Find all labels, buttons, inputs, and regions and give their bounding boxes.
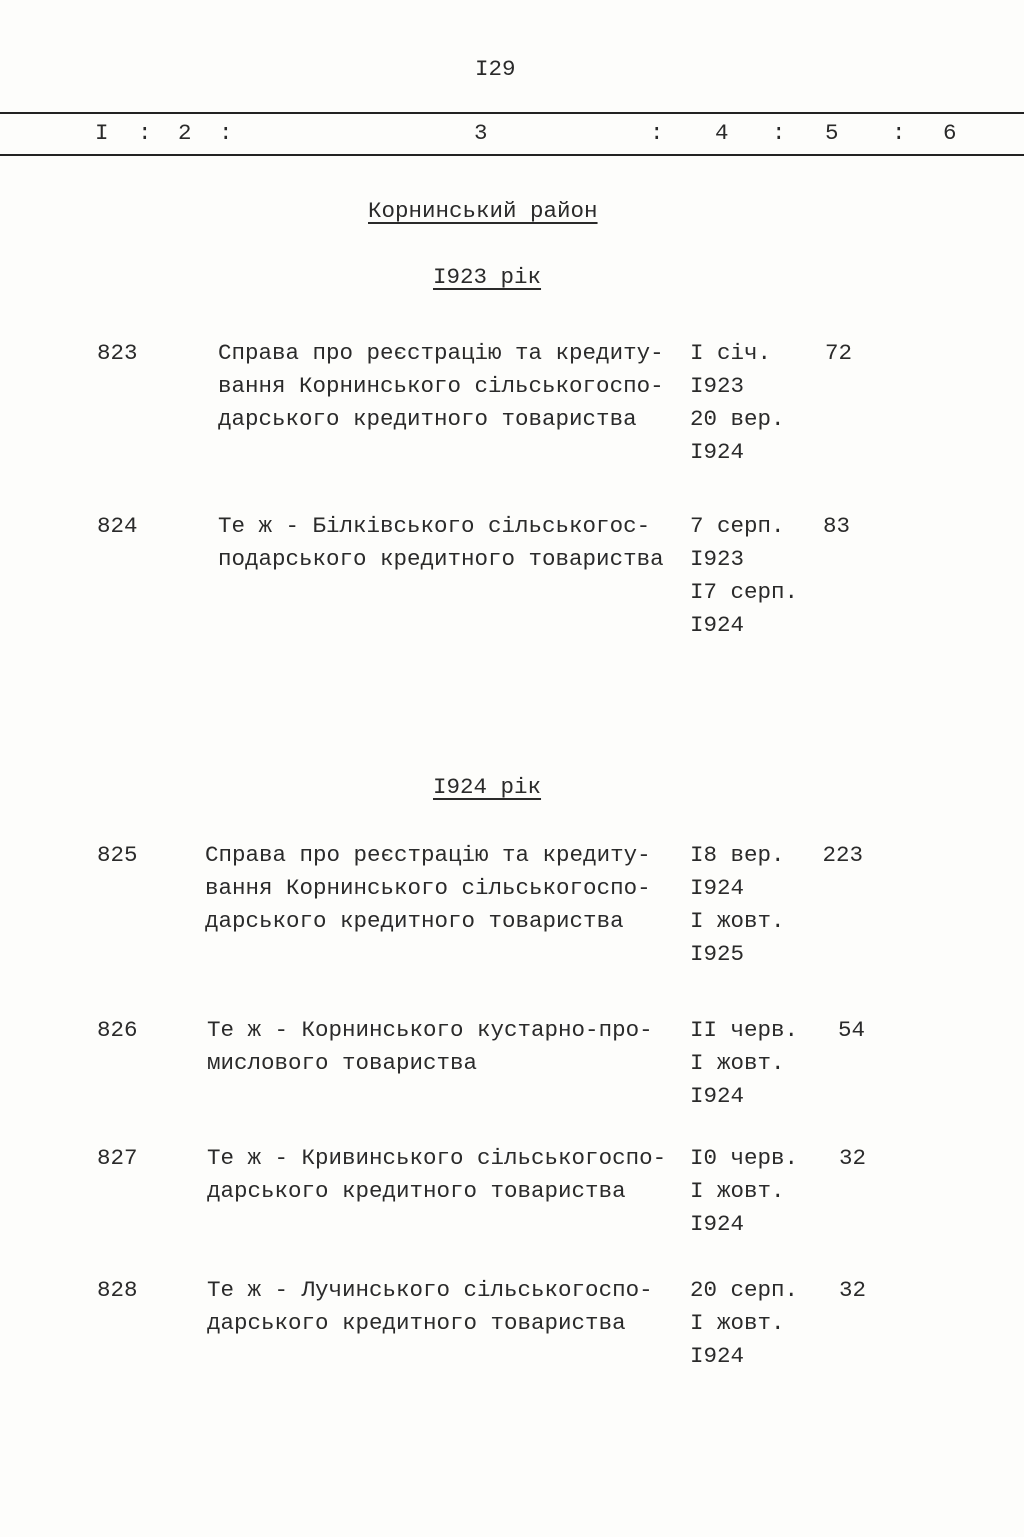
date-line: I924 [690, 439, 745, 465]
date-line: I жовт. [690, 1178, 785, 1204]
entry-number: 825 [97, 842, 138, 868]
description-line: Те ж - Лучинського сільськогоспо- [207, 1277, 653, 1303]
description-line: Те ж - Корнинського кустарно-про- [207, 1017, 653, 1043]
date-line: I923 [690, 546, 745, 572]
page-number: I29 [475, 56, 516, 82]
column-5: 5 [825, 120, 839, 146]
entry-description [207, 1274, 653, 1340]
sheet-count: 32 [838, 1277, 866, 1303]
description-line: дарського кредитного товариства [207, 1310, 626, 1336]
description-line: Справа про реєстрацію та кредиту- [205, 842, 651, 868]
date-line: II черв. [690, 1017, 799, 1043]
entry-description [207, 1014, 653, 1080]
column-sep: : [219, 120, 233, 146]
date-line: I7 серп. [690, 579, 799, 605]
entry-number: 823 [97, 340, 138, 366]
sheet-count: 32 [838, 1145, 866, 1171]
description-line: дарського кредитного товариства [207, 1178, 626, 1204]
date-line: I жовт. [690, 908, 785, 934]
entry-dates [690, 1142, 798, 1241]
description-line: Те ж - Білківського сільськогос- [218, 513, 651, 539]
sheet-count: 83 [822, 513, 850, 539]
sheet-count: 223 [822, 842, 863, 868]
date-line: I0 черв. [690, 1145, 799, 1171]
entry-number: 824 [97, 513, 138, 539]
date-line: 20 серп. [690, 1277, 799, 1303]
date-line: I924 [690, 1211, 745, 1237]
date-line: 20 вер. [690, 406, 785, 432]
entry-dates [690, 1014, 798, 1113]
district-heading: Корнинський район [368, 198, 598, 224]
column-3: 3 [474, 120, 488, 146]
header-bottom-rule [0, 154, 1024, 156]
entry-description [207, 1142, 666, 1208]
column-2: 2 [178, 120, 192, 146]
entry-dates [690, 1274, 798, 1373]
description-line: вання Корнинського сільськогоспо- [205, 875, 651, 901]
date-line: I924 [690, 1343, 745, 1369]
entry-dates [690, 337, 785, 469]
sheet-count: 54 [837, 1017, 865, 1043]
entry-dates [690, 510, 798, 642]
description-line: дарського кредитного товариства [205, 908, 624, 934]
date-line: I925 [690, 941, 745, 967]
entry-description [218, 337, 664, 436]
entry-description [218, 510, 664, 576]
date-line: I924 [690, 1083, 745, 1109]
column-4: 4 [715, 120, 729, 146]
column-sep: : [138, 120, 152, 146]
description-line: подарського кредитного товариства [218, 546, 664, 572]
description-line: вання Корнинського сільськогоспо- [218, 373, 664, 399]
entry-dates [690, 839, 785, 971]
column-sep: : [772, 120, 786, 146]
description-line: мислового товариства [207, 1050, 478, 1076]
description-line: Те ж - Кривинського сільськогоспо- [207, 1145, 667, 1171]
date-line: I924 [690, 612, 745, 638]
entry-number: 827 [97, 1145, 138, 1171]
date-line: I923 [690, 373, 745, 399]
column-1: I [95, 120, 109, 146]
description-line: дарського кредитного товариства [218, 406, 637, 432]
date-line: 7 серп. [690, 513, 785, 539]
column-sep: : [650, 120, 664, 146]
date-line: I жовт. [690, 1050, 785, 1076]
date-line: I жовт. [690, 1310, 785, 1336]
date-line: I924 [690, 875, 745, 901]
header-top-rule [0, 112, 1024, 114]
year-heading: I923 рік [433, 264, 542, 290]
description-line: Справа про реєстрацію та кредиту- [218, 340, 664, 366]
sheet-count: 72 [824, 340, 852, 366]
entry-number: 826 [97, 1017, 138, 1043]
entry-number: 828 [97, 1277, 138, 1303]
column-6: 6 [943, 120, 957, 146]
date-line: I січ. [690, 340, 772, 366]
year-heading: I924 рік [433, 774, 542, 800]
date-line: I8 вер. [690, 842, 785, 868]
entry-description [205, 839, 651, 938]
column-sep: : [892, 120, 906, 146]
